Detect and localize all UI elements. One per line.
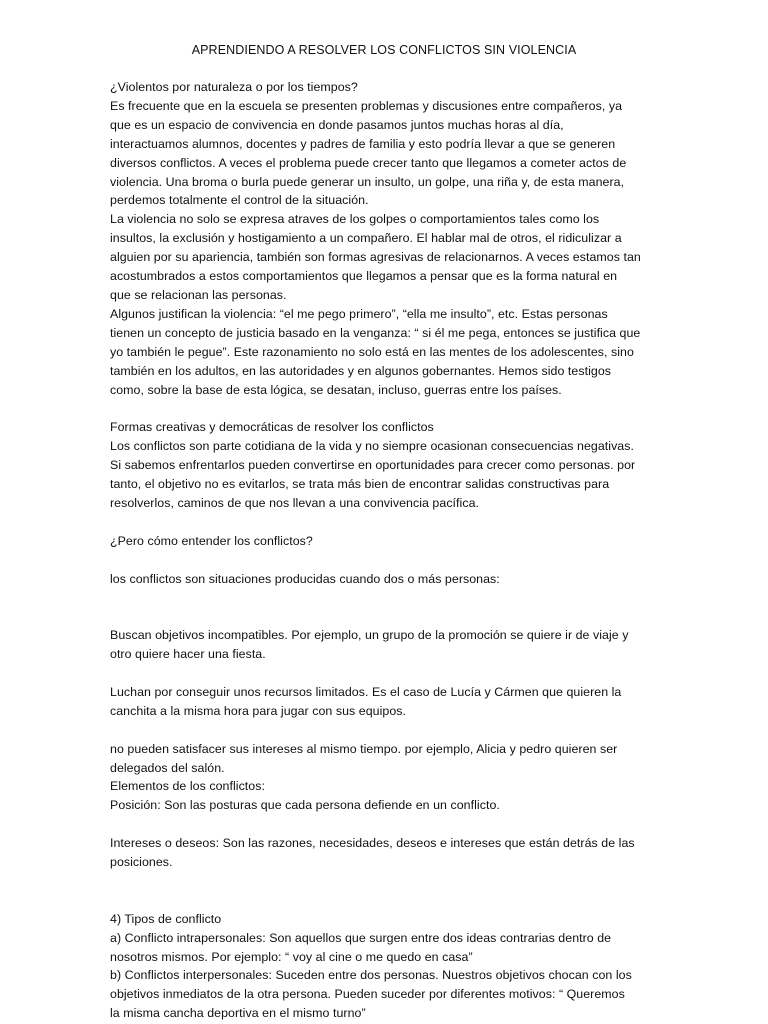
text-line: b) Conflictos interpersonales: Suceden entre dos personas. Nuestros objetivos chocan con los [110,968,632,983]
text-line: otro quiere hacer una fiesta. [110,647,266,662]
text-line: 4) Tipos de conflicto [110,911,222,926]
text-line: nosotros mismos. Por ejemplo: “ voy al cine o me quedo en casa” [110,949,473,964]
text-line: alguien por su apariencia, también son formas agresivas de relacionarnos. A veces estamos tan [110,250,641,265]
blank-line [110,891,670,910]
text-line: objetivos inmediatos de la otra persona. Pueden suceder por diferentes motivos: “ Queremos [110,987,625,1002]
text-line: resolverlos, caminos de que nos llevan a una convivencia pacífica. [110,495,480,510]
document-title: APRENDIENDO A RESOLVER LOS CONFLICTOS SIN VIOLENCIA [191,43,577,57]
text-line: Elementos de los conflictos: [110,779,265,794]
blank-line [110,872,670,891]
text-line: los conflictos son situaciones producidas cuando dos o más personas: [110,571,500,586]
text-line: interactuamos alumnos, docentes y padres de familia y esto podría llevar a que se generen [110,136,616,151]
text-line: que es un espacio de convivencia en donde pasamos juntos muchas horas al día, [110,117,564,132]
blank-line [110,721,670,740]
text-line: Los conflictos son parte cotidiana de la vida y no siempre ocasionan consecuencias negativas. [110,439,634,454]
text-line: la misma cancha deportiva en el mismo turno” [110,1006,366,1021]
text-line: posiciones. [110,855,173,870]
blank-line [110,588,670,607]
text-line: no pueden satisfacer sus intereses al mismo tiempo. por ejemplo, Alicia y pedro quieren ser [110,741,618,756]
text-line: delegados del salón. [110,760,225,775]
text-line: perdemos totalmente el control de la situación. [110,193,369,208]
text-line: Luchan por conseguir unos recursos limitados. Es el caso de Lucía y Cármen que quieren la [110,684,622,699]
text-line: La violencia no solo se expresa atraves de los golpes o comportamientos tales como los [110,212,600,227]
text-line: insultos, la exclusión y hostigamiento a un compañero. El hablar mal de otros, el ridiculizar a [110,231,622,246]
text-line: canchita a la misma hora para jugar con sus equipos. [110,703,407,718]
blank-line [110,607,670,626]
text-line: Es frecuente que en la escuela se presenten problemas y discusiones entre compañeros, ya [110,98,623,113]
blank-line [110,551,670,570]
text-line: Intereses o deseos: Son las razones, necesidades, deseos e intereses que están detrás de las [110,836,635,851]
text-line: yo también le pegue”. Este razonamiento no solo está en las mentes de los adolescentes, sino [110,344,634,359]
text-line: Formas creativas y democráticas de resolver los conflictos [110,420,434,435]
text-line: como, sobre la base de esta lógica, se desatan, incluso, guerras entre los países. [110,382,562,397]
text-line: que se relacionan las personas. [110,287,287,302]
text-line: Buscan objetivos incompatibles. Por ejemplo, un grupo de la promoción se quiere ir de viaje y [110,628,629,643]
text-line: también en los adultos, en las autoridades y en algunos gobernantes. Hemos sido testigos [110,363,612,378]
text-line: tanto, el objetivo no es evitarlos, se trata más bien de encontrar salidas constructivas para [110,477,610,492]
text-line: ¿Pero cómo entender los conflictos? [110,533,313,548]
text-line: Algunos justifican la violencia: “el me pego primero”, “ella me insulto”, etc. Estas personas [110,306,608,321]
blank-line [110,815,670,834]
blank-line [110,399,670,418]
text-line: Si sabemos enfrentarlos pueden convertirse en oportunidades para crecer como personas. por [110,458,636,473]
blank-line [110,513,670,532]
blank-line [110,664,670,683]
text-line: a) Conflicto intrapersonales: Son aquellos que surgen entre dos ideas contrarias dentro de [110,930,612,945]
text-line: ¿Violentos por naturaleza o por los tiempos? [110,80,358,94]
text-line: diversos conflictos. A veces el problema puede crecer tanto que llegamos a cometer actos de [110,155,627,170]
text-line: acostumbrados a estos comportamientos que llegamos a pensar que es la forma natural en [110,269,618,284]
text-line: tienen un concepto de justicia basado en la venganza: “ si él me pega, entonces se justifica que [110,325,641,340]
document-body [110,78,670,1023]
text-line: violencia. Una broma o burla puede generar un insulto, un golpe, una riña y, de esta manera, [110,174,625,189]
text-line: Posición: Son las posturas que cada persona defiende en un conflicto. [110,798,500,813]
